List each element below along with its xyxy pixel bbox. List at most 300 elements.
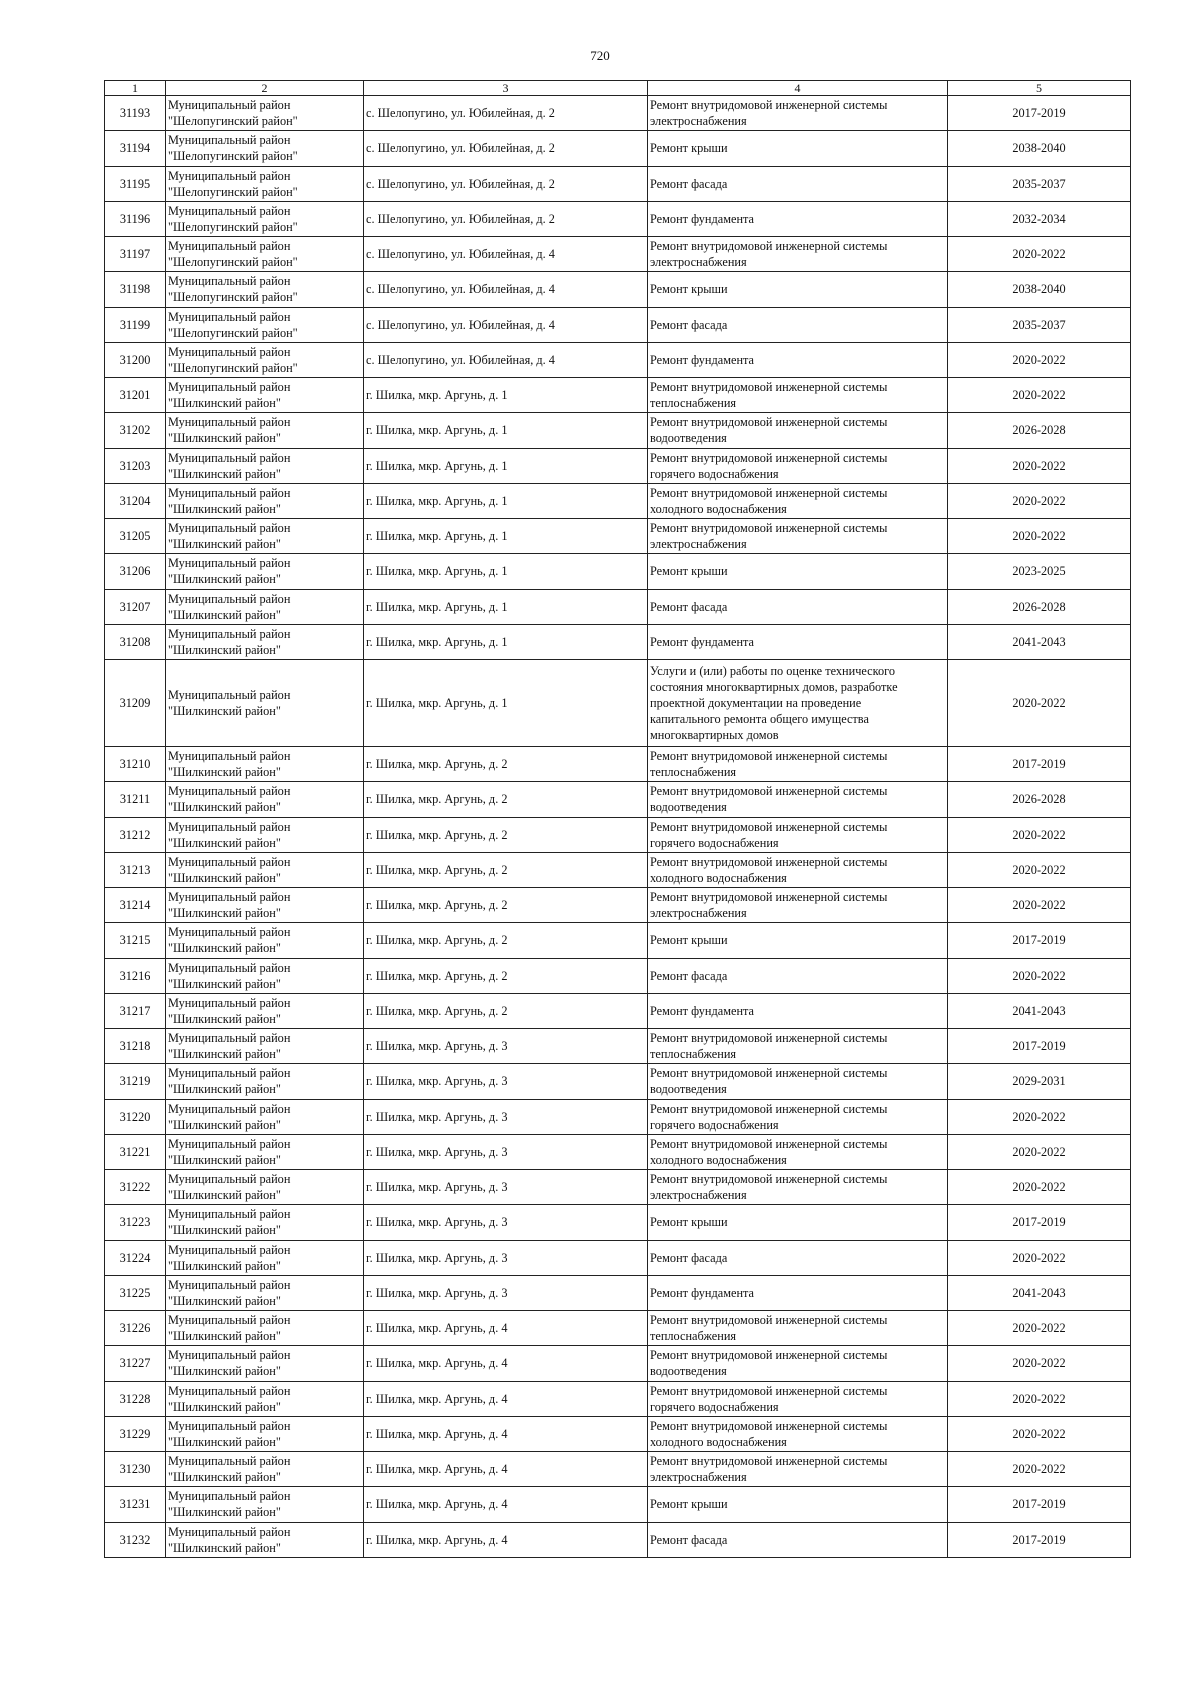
work-line: водоотведения [650, 1364, 727, 1379]
row-number: 31200 [105, 342, 166, 377]
district-line: "Шилкинский район" [168, 941, 281, 956]
district-line: Муниципальный район [168, 1383, 291, 1398]
district-line: Муниципальный район [168, 1207, 291, 1222]
row-number: 31208 [105, 624, 166, 659]
table-row [105, 589, 1131, 624]
municipal-district [166, 852, 364, 887]
repair-work-type [648, 1099, 948, 1134]
work-line: теплоснабжения [650, 1329, 737, 1344]
planned-period: 2020-2022 [948, 1099, 1131, 1134]
repair-work-type [648, 993, 948, 1028]
planned-period: 2020-2022 [948, 888, 1131, 923]
district-line: Муниципальный район [168, 521, 291, 536]
table-row [105, 1522, 1131, 1557]
district-line: "Шилкинский район" [168, 466, 281, 481]
repair-work-type [648, 378, 948, 413]
repair-work-type [648, 448, 948, 483]
row-number: 31230 [105, 1452, 166, 1487]
building-address: с. Шелопугино, ул. Юбилейная, д. 4 [364, 272, 648, 307]
column-header-2: 2 [166, 81, 364, 96]
building-address: г. Шилка, мкр. Аргунь, д. 1 [364, 448, 648, 483]
repair-work-type [648, 1275, 948, 1310]
row-number: 31227 [105, 1346, 166, 1381]
district-line: Муниципальный район [168, 626, 291, 641]
building-address: г. Шилка, мкр. Аргунь, д. 1 [364, 554, 648, 589]
planned-period: 2020-2022 [948, 1311, 1131, 1346]
building-address: г. Шилка, мкр. Аргунь, д. 2 [364, 993, 648, 1028]
planned-period: 2017-2019 [948, 1487, 1131, 1522]
table-row [105, 1205, 1131, 1240]
work-line: Ремонт внутридомовой инженерной системы [650, 1313, 888, 1328]
work-line: Ремонт фасада [650, 317, 728, 332]
row-number: 31199 [105, 307, 166, 342]
district-line: "Шилкинский район" [168, 1293, 281, 1308]
building-address: г. Шилка, мкр. Аргунь, д. 1 [364, 413, 648, 448]
planned-period: 2020-2022 [948, 378, 1131, 413]
building-address: с. Шелопугино, ул. Юбилейная, д. 2 [364, 96, 648, 131]
work-line: Ремонт фундамента [650, 211, 755, 226]
district-line: Муниципальный район [168, 415, 291, 430]
municipal-district [166, 1170, 364, 1205]
repair-work-type [648, 166, 948, 201]
repair-work-type [648, 201, 948, 236]
work-line: Ремонт внутридомовой инженерной системы [650, 1136, 888, 1151]
planned-period: 2023-2025 [948, 554, 1131, 589]
row-number: 31195 [105, 166, 166, 201]
work-line: электроснабжения [650, 114, 747, 129]
repair-work-type [648, 554, 948, 589]
work-line: электроснабжения [650, 1188, 747, 1203]
municipal-district [166, 1134, 364, 1169]
district-line: Муниципальный район [168, 1313, 291, 1328]
district-line: "Шилкинский район" [168, 1364, 281, 1379]
work-line: Ремонт внутридомовой инженерной системы [650, 450, 888, 465]
district-line: Муниципальный район [168, 168, 291, 183]
repair-work-type [648, 483, 948, 518]
repair-work-type [648, 782, 948, 817]
work-line: Ремонт фундамента [650, 1003, 755, 1018]
building-address: г. Шилка, мкр. Аргунь, д. 4 [364, 1487, 648, 1522]
building-address: г. Шилка, мкр. Аргунь, д. 4 [364, 1311, 648, 1346]
row-number: 31198 [105, 272, 166, 307]
table-row [105, 1029, 1131, 1064]
district-line: "Шилкинский район" [168, 1329, 281, 1344]
district-line: "Шилкинский район" [168, 1047, 281, 1062]
repair-work-type [648, 1487, 948, 1522]
district-line: Муниципальный район [168, 1348, 291, 1363]
municipal-district [166, 660, 364, 747]
row-number: 31201 [105, 378, 166, 413]
repair-work-type [648, 589, 948, 624]
row-number: 31231 [105, 1487, 166, 1522]
repair-work-type [648, 1346, 948, 1381]
table-row [105, 1099, 1131, 1134]
district-line: Муниципальный район [168, 450, 291, 465]
building-address: с. Шелопугино, ул. Юбилейная, д. 2 [364, 131, 648, 166]
building-address: г. Шилка, мкр. Аргунь, д. 3 [364, 1064, 648, 1099]
planned-period: 2020-2022 [948, 1134, 1131, 1169]
district-line: Муниципальный район [168, 1454, 291, 1469]
planned-period: 2017-2019 [948, 1205, 1131, 1240]
planned-period: 2020-2022 [948, 237, 1131, 272]
row-number: 31222 [105, 1170, 166, 1205]
table-row [105, 660, 1131, 747]
table-row [105, 993, 1131, 1028]
work-line: Ремонт крыши [650, 564, 728, 579]
building-address: г. Шилка, мкр. Аргунь, д. 4 [364, 1346, 648, 1381]
district-line: "Шилкинский район" [168, 1258, 281, 1273]
work-line: Ремонт внутридомовой инженерной системы [650, 1066, 888, 1081]
building-address: г. Шилка, мкр. Аргунь, д. 4 [364, 1522, 648, 1557]
district-line: "Шилкинский район" [168, 396, 281, 411]
work-line: Ремонт внутридомовой инженерной системы [650, 521, 888, 536]
table-row [105, 1275, 1131, 1310]
row-number: 31213 [105, 852, 166, 887]
repair-work-type [648, 131, 948, 166]
building-address: с. Шелопугино, ул. Юбилейная, д. 4 [364, 237, 648, 272]
repair-work-type [648, 624, 948, 659]
district-line: Муниципальный район [168, 749, 291, 764]
building-address: г. Шилка, мкр. Аргунь, д. 1 [364, 624, 648, 659]
municipal-district [166, 554, 364, 589]
building-address: г. Шилка, мкр. Аргунь, д. 3 [364, 1275, 648, 1310]
planned-period: 2017-2019 [948, 747, 1131, 782]
municipal-district [166, 1381, 364, 1416]
work-line: Ремонт внутридомовой инженерной системы [650, 98, 888, 113]
district-line: Муниципальный район [168, 1418, 291, 1433]
district-line: "Шелопугинский район" [168, 325, 298, 340]
row-number: 31209 [105, 660, 166, 747]
repair-work-type [648, 1240, 948, 1275]
district-line: "Шелопугинский район" [168, 149, 298, 164]
row-number: 31196 [105, 201, 166, 236]
district-line: "Шелопугинский район" [168, 255, 298, 270]
planned-period: 2017-2019 [948, 96, 1131, 131]
row-number: 31214 [105, 888, 166, 923]
work-line: водоотведения [650, 431, 727, 446]
planned-period: 2020-2022 [948, 1416, 1131, 1451]
row-number: 31220 [105, 1099, 166, 1134]
capital-repair-table [104, 80, 1131, 1558]
district-line: "Шилкинский район" [168, 1188, 281, 1203]
column-header-4: 4 [648, 81, 948, 96]
district-line: "Шелопугинский район" [168, 290, 298, 305]
work-line: Ремонт фасада [650, 599, 728, 614]
work-line: Ремонт внутридомовой инженерной системы [650, 1031, 888, 1046]
district-line: "Шилкинский район" [168, 800, 281, 815]
row-number: 31232 [105, 1522, 166, 1557]
building-address: с. Шелопугино, ул. Юбилейная, д. 4 [364, 307, 648, 342]
district-line: Муниципальный район [168, 890, 291, 905]
district-line: "Шилкинский район" [168, 607, 281, 622]
repair-work-type [648, 413, 948, 448]
work-line: Ремонт внутридомовой инженерной системы [650, 1418, 888, 1433]
work-line: холодного водоснабжения [650, 1434, 787, 1449]
repair-work-type [648, 852, 948, 887]
building-address: г. Шилка, мкр. Аргунь, д. 2 [364, 817, 648, 852]
repair-work-type [648, 923, 948, 958]
table-row [105, 747, 1131, 782]
district-line: "Шилкинский район" [168, 1082, 281, 1097]
repair-work-type [648, 1416, 948, 1451]
row-number: 31194 [105, 131, 166, 166]
table-row [105, 852, 1131, 887]
planned-period: 2020-2022 [948, 958, 1131, 993]
work-line: Ремонт внутридомовой инженерной системы [650, 485, 888, 500]
district-line: "Шилкинский район" [168, 1470, 281, 1485]
district-line: Муниципальный район [168, 1524, 291, 1539]
work-line: Ремонт фасада [650, 968, 728, 983]
district-line: Муниципальный район [168, 995, 291, 1010]
repair-work-type [648, 272, 948, 307]
planned-period: 2020-2022 [948, 1346, 1131, 1381]
municipal-district [166, 483, 364, 518]
building-address: г. Шилка, мкр. Аргунь, д. 3 [364, 1099, 648, 1134]
planned-period: 2020-2022 [948, 1381, 1131, 1416]
table-row [105, 413, 1131, 448]
repair-work-type [648, 307, 948, 342]
repair-work-type [648, 1134, 948, 1169]
work-line: холодного водоснабжения [650, 501, 787, 516]
municipal-district [166, 519, 364, 554]
work-line: Ремонт фундамента [650, 634, 755, 649]
work-line: Ремонт внутридомовой инженерной системы [650, 749, 888, 764]
municipal-district [166, 237, 364, 272]
work-line: электроснабжения [650, 906, 747, 921]
district-line: Муниципальный район [168, 556, 291, 571]
municipal-district [166, 782, 364, 817]
work-line: Ремонт фундамента [650, 352, 755, 367]
district-line: Муниципальный район [168, 1172, 291, 1187]
work-line: Ремонт внутридомовой инженерной системы [650, 854, 888, 869]
row-number: 31221 [105, 1134, 166, 1169]
planned-period: 2020-2022 [948, 342, 1131, 377]
planned-period: 2020-2022 [948, 1240, 1131, 1275]
table-row [105, 1134, 1131, 1169]
building-address: г. Шилка, мкр. Аргунь, д. 1 [364, 660, 648, 747]
planned-period: 2020-2022 [948, 660, 1131, 747]
row-number: 31203 [105, 448, 166, 483]
district-line: Муниципальный район [168, 239, 291, 254]
table-row [105, 1346, 1131, 1381]
planned-period: 2041-2043 [948, 1275, 1131, 1310]
table-body [105, 96, 1131, 1558]
building-address: г. Шилка, мкр. Аргунь, д. 1 [364, 519, 648, 554]
repair-work-type [648, 1205, 948, 1240]
municipal-district [166, 448, 364, 483]
work-line: Ремонт внутридомовой инженерной системы [650, 380, 888, 395]
building-address: г. Шилка, мкр. Аргунь, д. 4 [364, 1452, 648, 1487]
district-line: "Шилкинский район" [168, 765, 281, 780]
building-address: г. Шилка, мкр. Аргунь, д. 1 [364, 378, 648, 413]
repair-work-type [648, 747, 948, 782]
planned-period: 2020-2022 [948, 483, 1131, 518]
building-address: с. Шелопугино, ул. Юбилейная, д. 2 [364, 166, 648, 201]
planned-period: 2026-2028 [948, 782, 1131, 817]
row-number: 31224 [105, 1240, 166, 1275]
building-address: г. Шилка, мкр. Аргунь, д. 2 [364, 958, 648, 993]
work-line: Ремонт внутридомовой инженерной системы [650, 1454, 888, 1469]
table-row [105, 782, 1131, 817]
municipal-district [166, 817, 364, 852]
municipal-district [166, 342, 364, 377]
municipal-district [166, 1099, 364, 1134]
building-address: г. Шилка, мкр. Аргунь, д. 4 [364, 1416, 648, 1451]
work-line: проектной документации на проведение [650, 696, 862, 710]
district-line: "Шилкинский район" [168, 976, 281, 991]
repair-work-type [648, 342, 948, 377]
row-number: 31197 [105, 237, 166, 272]
district-line: Муниципальный район [168, 1031, 291, 1046]
district-line: Муниципальный район [168, 485, 291, 500]
district-line: Муниципальный район [168, 133, 291, 148]
table-row [105, 888, 1131, 923]
building-address: с. Шелопугино, ул. Юбилейная, д. 4 [364, 342, 648, 377]
municipal-district [166, 131, 364, 166]
municipal-district [166, 888, 364, 923]
building-address: г. Шилка, мкр. Аргунь, д. 2 [364, 852, 648, 887]
municipal-district [166, 1452, 364, 1487]
municipal-district [166, 1240, 364, 1275]
table-row [105, 166, 1131, 201]
repair-work-type [648, 1381, 948, 1416]
district-line: "Шилкинский район" [168, 1223, 281, 1238]
table-row [105, 1416, 1131, 1451]
work-line: горячего водоснабжения [650, 835, 779, 850]
table-row [105, 307, 1131, 342]
table-row [105, 272, 1131, 307]
work-line: Ремонт внутридомовой инженерной системы [650, 1348, 888, 1363]
work-line: Ремонт внутридомовой инженерной системы [650, 1383, 888, 1398]
repair-work-type [648, 1064, 948, 1099]
row-number: 31205 [105, 519, 166, 554]
work-line: водоотведения [650, 1082, 727, 1097]
district-line: Муниципальный район [168, 1136, 291, 1151]
district-line: Муниципальный район [168, 344, 291, 359]
building-address: г. Шилка, мкр. Аргунь, д. 2 [364, 888, 648, 923]
table-row [105, 624, 1131, 659]
row-number: 31218 [105, 1029, 166, 1064]
work-line: горячего водоснабжения [650, 1117, 779, 1132]
work-line: Ремонт фасада [650, 176, 728, 191]
work-line: Ремонт фундамента [650, 1285, 755, 1300]
row-number: 31193 [105, 96, 166, 131]
district-line: "Шелопугинский район" [168, 219, 298, 234]
table-row [105, 1170, 1131, 1205]
work-line: Ремонт внутридомовой инженерной системы [650, 890, 888, 905]
work-line: капитального ремонта общего имущества [650, 712, 869, 726]
municipal-district [166, 1522, 364, 1557]
district-line: Муниципальный район [168, 960, 291, 975]
work-line: многоквартирных домов [650, 728, 779, 742]
planned-period: 2032-2034 [948, 201, 1131, 236]
repair-work-type [648, 888, 948, 923]
building-address: г. Шилка, мкр. Аргунь, д. 3 [364, 1170, 648, 1205]
district-line: "Шелопугинский район" [168, 114, 298, 129]
work-line: Ремонт крыши [650, 282, 728, 297]
district-line: "Шилкинский район" [168, 870, 281, 885]
row-number: 31211 [105, 782, 166, 817]
municipal-district [166, 993, 364, 1028]
district-line: Муниципальный район [168, 819, 291, 834]
district-line: Муниципальный район [168, 98, 291, 113]
municipal-district [166, 923, 364, 958]
planned-period: 2020-2022 [948, 1452, 1131, 1487]
district-line: "Шилкинский район" [168, 1152, 281, 1167]
municipal-district [166, 958, 364, 993]
municipal-district [166, 307, 364, 342]
repair-work-type [648, 96, 948, 131]
row-number: 31219 [105, 1064, 166, 1099]
planned-period: 2038-2040 [948, 131, 1131, 166]
district-line: Муниципальный район [168, 1242, 291, 1257]
municipal-district [166, 272, 364, 307]
district-line: Муниципальный район [168, 591, 291, 606]
district-line: Муниципальный район [168, 309, 291, 324]
municipal-district [166, 747, 364, 782]
work-line: горячего водоснабжения [650, 1399, 779, 1414]
work-line: Ремонт фасада [650, 1250, 728, 1265]
repair-work-type [648, 519, 948, 554]
municipal-district [166, 378, 364, 413]
district-line: "Шилкинский район" [168, 1540, 281, 1555]
column-number-row [105, 81, 1131, 96]
district-line: "Шилкинский район" [168, 906, 281, 921]
table-row [105, 958, 1131, 993]
row-number: 31225 [105, 1275, 166, 1310]
building-address: г. Шилка, мкр. Аргунь, д. 3 [364, 1205, 648, 1240]
work-line: Ремонт внутридомовой инженерной системы [650, 1101, 888, 1116]
repair-work-type [648, 1522, 948, 1557]
work-line: горячего водоснабжения [650, 466, 779, 481]
table-row [105, 1452, 1131, 1487]
table-row [105, 378, 1131, 413]
planned-period: 2026-2028 [948, 589, 1131, 624]
municipal-district [166, 413, 364, 448]
work-line: холодного водоснабжения [650, 1152, 787, 1167]
municipal-district [166, 1029, 364, 1064]
district-line: Муниципальный район [168, 274, 291, 289]
work-line: Ремонт внутридомовой инженерной системы [650, 239, 888, 254]
work-line: электроснабжения [650, 537, 747, 552]
district-line: "Шилкинский район" [168, 1434, 281, 1449]
table-row [105, 817, 1131, 852]
planned-period: 2020-2022 [948, 817, 1131, 852]
work-line: Ремонт крыши [650, 1497, 728, 1512]
repair-work-type [648, 660, 948, 747]
row-number: 31217 [105, 993, 166, 1028]
district-line: "Шилкинский район" [168, 642, 281, 657]
work-line: холодного водоснабжения [650, 870, 787, 885]
district-line: Муниципальный район [168, 925, 291, 940]
repair-work-type [648, 958, 948, 993]
building-address: г. Шилка, мкр. Аргунь, д. 3 [364, 1134, 648, 1169]
repair-work-type [648, 1452, 948, 1487]
planned-period: 2020-2022 [948, 852, 1131, 887]
table-row [105, 1240, 1131, 1275]
work-line: электроснабжения [650, 1470, 747, 1485]
municipal-district [166, 1487, 364, 1522]
page-number: 720 [590, 48, 610, 63]
table-row [105, 342, 1131, 377]
repair-work-type [648, 1311, 948, 1346]
planned-period: 2017-2019 [948, 1029, 1131, 1064]
work-line: водоотведения [650, 800, 727, 815]
municipal-district [166, 201, 364, 236]
planned-period: 2026-2028 [948, 413, 1131, 448]
district-line: Муниципальный район [168, 203, 291, 218]
table-row [105, 1311, 1131, 1346]
